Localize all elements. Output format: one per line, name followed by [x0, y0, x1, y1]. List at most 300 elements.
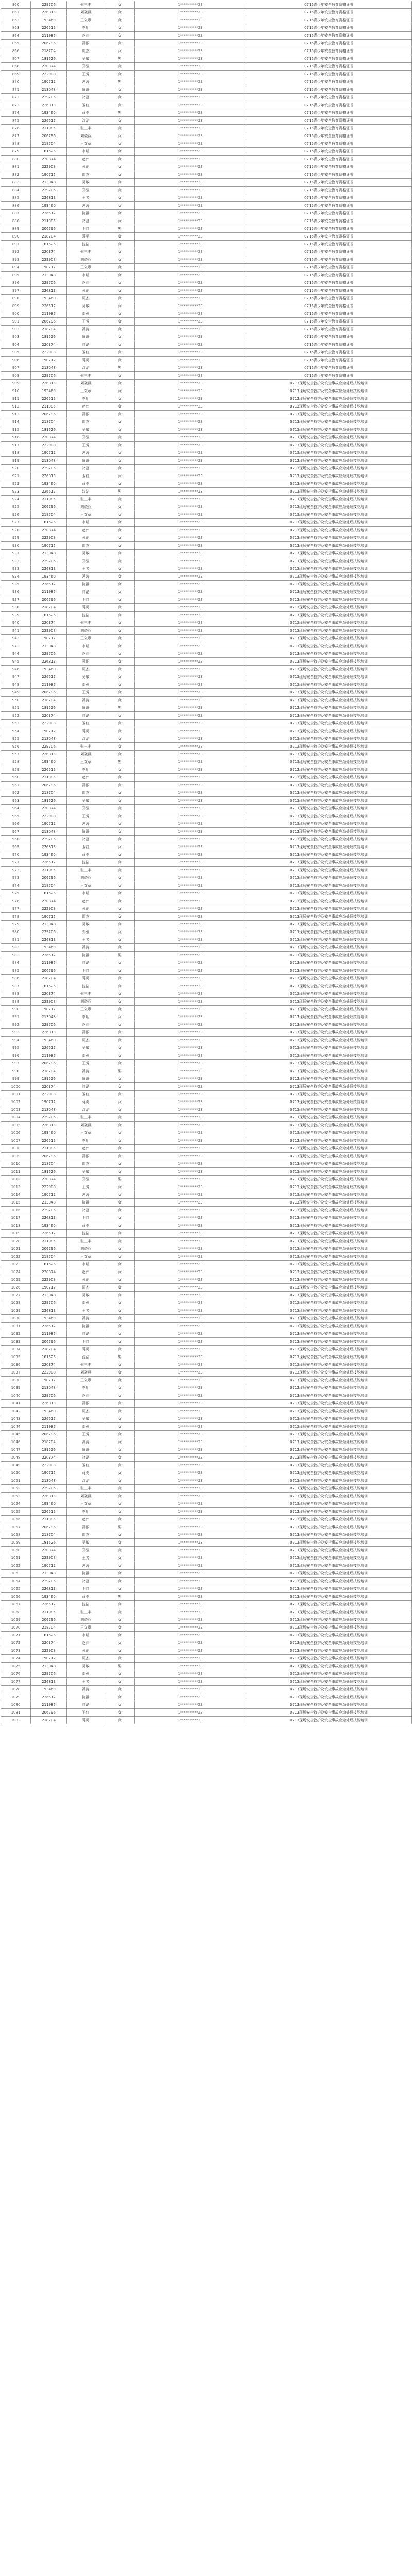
row-gender: 女 — [105, 1037, 135, 1044]
row-id: 226813 — [31, 1493, 67, 1500]
row-phone: 1**********23 — [135, 1207, 246, 1214]
table-row — [1, 326, 412, 333]
row-phone: 1**********23 — [135, 233, 246, 241]
row-gender: 男 — [105, 1523, 135, 1531]
row-id: 220374 — [31, 1639, 67, 1647]
table-row — [1, 1315, 412, 1323]
row-id: 220374 — [31, 1176, 67, 1183]
row-id: 229706 — [31, 1485, 67, 1493]
row-gender: 女 — [105, 874, 135, 882]
table-row — [1, 1686, 412, 1693]
row-id: 229706 — [31, 465, 67, 472]
row-name: 刘晓燕 — [67, 132, 105, 140]
row-gender: 女 — [105, 1647, 135, 1655]
row-name: 孙丽 — [67, 1523, 105, 1531]
row-number: 1006 — [1, 1129, 31, 1137]
row-name: 孙丽 — [67, 1647, 105, 1655]
row-gender: 男 — [105, 1593, 135, 1601]
row-id: 229706 — [31, 743, 67, 751]
row-name: 周杰 — [67, 789, 105, 797]
row-phone: 1**********23 — [135, 1145, 246, 1153]
row-project: 0713现场安全救护及安全事故应急处理技能培训 — [246, 557, 412, 565]
row-id: 220374 — [31, 1361, 67, 1369]
row-project: 0715青少年安全教育资格证书 — [246, 248, 412, 256]
row-id: 213048 — [31, 1292, 67, 1299]
row-number: 907 — [1, 364, 31, 372]
row-name: 沈洁 — [67, 982, 105, 990]
row-name: 吴敏 — [67, 1168, 105, 1176]
row-phone: 1**********23 — [135, 774, 246, 782]
row-phone: 1**********23 — [135, 1245, 246, 1253]
row-name: 沈洁 — [67, 364, 105, 372]
row-number: 1027 — [1, 1292, 31, 1299]
row-name: 褚磊 — [67, 94, 105, 101]
table-row — [1, 202, 412, 210]
row-name: 王芳 — [67, 565, 105, 573]
row-name: 陈静 — [67, 333, 105, 341]
row-name: 王文章 — [67, 511, 105, 519]
row-gender: 女 — [105, 472, 135, 480]
table-row — [1, 1021, 412, 1029]
row-project: 0715青少年安全教育资格证书 — [246, 302, 412, 310]
table-row — [1, 1098, 412, 1106]
row-id: 181526 — [31, 333, 67, 341]
row-project: 0713现场安全救护及安全事故应急处理技能培训 — [246, 959, 412, 967]
row-project: 0713现场安全救护及安全事故应急处理技能培训 — [246, 1508, 412, 1516]
row-gender: 女 — [105, 573, 135, 581]
row-project: 0715青少年安全教育资格证书 — [246, 1, 412, 9]
row-project: 0715青少年安全教育资格证书 — [246, 202, 412, 210]
row-gender: 女 — [105, 40, 135, 47]
row-project: 0713现场安全救护及安全事故应急处理技能培训 — [246, 1462, 412, 1469]
row-project: 0713现场安全救护及安全事故应急处理技能培训 — [246, 874, 412, 882]
row-id: 226813 — [31, 287, 67, 295]
row-id: 226512 — [31, 1601, 67, 1608]
table-row — [1, 55, 412, 63]
table-row — [1, 666, 412, 673]
row-number: 922 — [1, 480, 31, 488]
row-name: 褚磊 — [67, 588, 105, 596]
row-project: 0713现场安全救护及安全事故应急处理技能培训 — [246, 1067, 412, 1075]
row-phone: 1**********23 — [135, 372, 246, 380]
row-id: 218704 — [31, 233, 67, 241]
table-row — [1, 1346, 412, 1353]
row-project: 0715青少年安全教育资格证书 — [246, 163, 412, 171]
row-phone: 1**********23 — [135, 1021, 246, 1029]
row-phone: 1**********23 — [135, 751, 246, 758]
row-phone: 1**********23 — [135, 1307, 246, 1315]
row-phone: 1**********23 — [135, 449, 246, 457]
row-gender: 女 — [105, 727, 135, 735]
row-project: 0715青少年安全教育资格证书 — [246, 156, 412, 163]
row-phone: 1**********23 — [135, 1632, 246, 1639]
row-project: 0713现场安全救护及安全事故应急处理技能培训 — [246, 1075, 412, 1083]
row-number: 860 — [1, 1, 31, 9]
row-id: 218704 — [31, 1067, 67, 1075]
row-number: 992 — [1, 1021, 31, 1029]
row-phone: 1**********23 — [135, 1616, 246, 1624]
row-gender: 女 — [105, 1709, 135, 1717]
row-gender: 女 — [105, 1253, 135, 1261]
row-number: 1020 — [1, 1238, 31, 1245]
row-gender: 女 — [105, 1284, 135, 1292]
row-number: 1052 — [1, 1485, 31, 1493]
row-name: 赵伟 — [67, 156, 105, 163]
table-row — [1, 1044, 412, 1052]
row-project: 0713现场安全救护及安全事故应急处理技能培训 — [246, 434, 412, 442]
row-project: 0713现场安全救护及安全事故应急处理技能培训 — [246, 1493, 412, 1500]
row-number: 890 — [1, 233, 31, 241]
row-gender: 女 — [105, 465, 135, 472]
row-id: 226813 — [31, 101, 67, 109]
row-name: 褚磊 — [67, 959, 105, 967]
table-row — [1, 357, 412, 364]
row-name: 卫红 — [67, 596, 105, 604]
table-row — [1, 1570, 412, 1578]
row-gender: 女 — [105, 1485, 135, 1493]
table-row — [1, 349, 412, 357]
table-row — [1, 1160, 412, 1168]
row-phone: 1**********23 — [135, 1199, 246, 1207]
row-id: 190712 — [31, 1284, 67, 1292]
row-number: 1021 — [1, 1245, 31, 1253]
row-name: 卫红 — [67, 349, 105, 357]
row-id: 222908 — [31, 163, 67, 171]
row-number: 990 — [1, 1006, 31, 1013]
row-number: 1003 — [1, 1106, 31, 1114]
row-id: 213048 — [31, 1199, 67, 1207]
row-gender: 女 — [105, 210, 135, 217]
table-row — [1, 1415, 412, 1423]
table-row — [1, 395, 412, 403]
row-gender: 女 — [105, 859, 135, 867]
row-gender: 女 — [105, 975, 135, 982]
row-name: 沈洁 — [67, 1601, 105, 1608]
row-id: 220374 — [31, 1547, 67, 1554]
table-row — [1, 1438, 412, 1446]
row-name: 陈静 — [67, 210, 105, 217]
row-name: 李明 — [67, 24, 105, 32]
row-gender: 男 — [105, 1663, 135, 1670]
row-project: 0713现场安全救护及安全事故应急处理技能培训 — [246, 1608, 412, 1616]
row-phone: 1**********23 — [135, 1438, 246, 1446]
row-phone: 1**********23 — [135, 720, 246, 727]
table-row — [1, 1601, 412, 1608]
row-project: 0713现场安全救护及安全事故应急处理技能培训 — [246, 519, 412, 527]
row-project: 0713现场安全救护及安全事故应急处理技能培训 — [246, 1122, 412, 1129]
row-gender: 女 — [105, 1, 135, 9]
row-number: 897 — [1, 287, 31, 295]
row-project: 0713现场安全救护及安全事故应急处理技能培训 — [246, 836, 412, 843]
table-row — [1, 1176, 412, 1183]
row-phone: 1**********23 — [135, 619, 246, 627]
row-phone: 1**********23 — [135, 928, 246, 936]
row-number: 1028 — [1, 1299, 31, 1307]
row-name: 张三丰 — [67, 867, 105, 874]
row-id: 190712 — [31, 1191, 67, 1199]
table-row — [1, 310, 412, 318]
row-name: 吴敏 — [67, 1663, 105, 1670]
row-id: 218704 — [31, 1717, 67, 1724]
row-gender: 女 — [105, 936, 135, 944]
row-gender: 女 — [105, 1323, 135, 1330]
row-number: 1038 — [1, 1377, 31, 1384]
row-phone: 1**********23 — [135, 1663, 246, 1670]
row-gender: 女 — [105, 1601, 135, 1608]
row-id: 193460 — [31, 387, 67, 395]
table-row — [1, 1245, 412, 1253]
row-phone: 1**********23 — [135, 990, 246, 998]
row-number: 877 — [1, 132, 31, 140]
row-gender: 女 — [105, 503, 135, 511]
row-gender: 女 — [105, 782, 135, 789]
row-id: 213048 — [31, 828, 67, 836]
row-id: 213048 — [31, 735, 67, 743]
row-id: 190712 — [31, 171, 67, 179]
row-name: 蒋勇 — [67, 1346, 105, 1353]
row-phone: 1**********23 — [135, 202, 246, 210]
row-gender: 女 — [105, 341, 135, 349]
row-name: 褚磊 — [67, 1330, 105, 1338]
row-project: 0713现场安全救护及安全事故应急处理技能培训 — [246, 1183, 412, 1191]
row-name: 冯涛 — [67, 1686, 105, 1693]
row-name: 陈静 — [67, 86, 105, 94]
row-id: 211985 — [31, 1423, 67, 1431]
row-id: 190712 — [31, 78, 67, 86]
row-project: 0713现场安全救护及安全事故应急处理技能培训 — [246, 1585, 412, 1593]
row-gender: 女 — [105, 1585, 135, 1593]
row-number: 1035 — [1, 1353, 31, 1361]
row-name: 沈洁 — [67, 859, 105, 867]
row-project: 0713现场安全救护及安全事故应急处理技能培训 — [246, 542, 412, 550]
row-number: 1029 — [1, 1307, 31, 1315]
row-project: 0713现场安全救护及安全事故应急处理技能培训 — [246, 411, 412, 418]
row-id: 222908 — [31, 998, 67, 1006]
row-phone: 1**********23 — [135, 1493, 246, 1500]
row-number: 962 — [1, 789, 31, 797]
row-gender: 女 — [105, 264, 135, 272]
row-name: 沈洁 — [67, 488, 105, 496]
row-name: 刘晓燕 — [67, 1369, 105, 1377]
row-name: 刘晓燕 — [67, 1616, 105, 1624]
row-project: 0713现场安全救护及安全事故应急处理技能培训 — [246, 534, 412, 542]
table-row — [1, 1593, 412, 1601]
row-id: 193460 — [31, 1129, 67, 1137]
row-name: 冯涛 — [67, 1438, 105, 1446]
row-phone: 1**********23 — [135, 1369, 246, 1377]
table-row — [1, 751, 412, 758]
row-phone: 1**********23 — [135, 820, 246, 828]
row-id: 226813 — [31, 1214, 67, 1222]
row-project: 0713现场安全救护及安全事故应急处理技能培训 — [246, 704, 412, 712]
row-name: 王芳 — [67, 1183, 105, 1191]
row-id: 211985 — [31, 403, 67, 411]
row-phone: 1**********23 — [135, 1500, 246, 1508]
row-phone: 1**********23 — [135, 1284, 246, 1292]
row-phone: 1**********23 — [135, 395, 246, 403]
row-id: 222908 — [31, 720, 67, 727]
row-name: 赵伟 — [67, 1392, 105, 1400]
row-id: 218704 — [31, 789, 67, 797]
row-name: 褚磊 — [67, 341, 105, 349]
row-id: 226512 — [31, 1044, 67, 1052]
table-row — [1, 472, 412, 480]
row-gender: 男 — [105, 225, 135, 233]
table-row — [1, 302, 412, 310]
row-name: 沈洁 — [67, 612, 105, 619]
table-row — [1, 1207, 412, 1214]
table-row — [1, 1562, 412, 1570]
row-number: 968 — [1, 836, 31, 843]
row-number: 884 — [1, 187, 31, 194]
row-number: 909 — [1, 380, 31, 387]
row-number: 1025 — [1, 1276, 31, 1284]
row-gender: 女 — [105, 1307, 135, 1315]
table-row — [1, 1717, 412, 1724]
row-phone: 1**********23 — [135, 1060, 246, 1067]
row-id: 181526 — [31, 426, 67, 434]
row-id: 226512 — [31, 117, 67, 125]
row-project: 0715青少年安全教育资格证书 — [246, 210, 412, 217]
row-name: 蒋勇 — [67, 233, 105, 241]
row-number: 1063 — [1, 1570, 31, 1578]
row-name: 王文章 — [67, 635, 105, 642]
row-phone: 1**********23 — [135, 1717, 246, 1724]
table-row — [1, 697, 412, 704]
table-row — [1, 867, 412, 874]
row-name: 沈洁 — [67, 1106, 105, 1114]
row-number: 924 — [1, 496, 31, 503]
table-row — [1, 163, 412, 171]
row-id: 213048 — [31, 364, 67, 372]
row-gender: 女 — [105, 944, 135, 952]
row-gender: 男 — [105, 1176, 135, 1183]
row-number: 967 — [1, 828, 31, 836]
row-project: 0713现场安全救护及安全事故应急处理技能培训 — [246, 828, 412, 836]
row-project: 0713现场安全救护及安全事故应急处理技能培训 — [246, 1670, 412, 1678]
row-gender: 女 — [105, 527, 135, 534]
row-gender: 女 — [105, 565, 135, 573]
row-name: 李明 — [67, 1632, 105, 1639]
table-row — [1, 681, 412, 689]
table-row — [1, 1006, 412, 1013]
row-id: 229706 — [31, 557, 67, 565]
row-gender: 女 — [105, 496, 135, 503]
row-id: 218704 — [31, 1624, 67, 1632]
row-id: 226512 — [31, 488, 67, 496]
table-row — [1, 1214, 412, 1222]
row-phone: 1**********23 — [135, 1067, 246, 1075]
row-id: 181526 — [31, 1168, 67, 1176]
row-name: 张三丰 — [67, 1, 105, 9]
table-row — [1, 1323, 412, 1330]
row-id: 222908 — [31, 1276, 67, 1284]
table-row — [1, 179, 412, 187]
table-row — [1, 1663, 412, 1670]
row-id: 206796 — [31, 1709, 67, 1717]
row-name: 孙丽 — [67, 40, 105, 47]
row-id: 206796 — [31, 874, 67, 882]
row-name: 郑强 — [67, 187, 105, 194]
table-row — [1, 1230, 412, 1238]
row-number: 981 — [1, 936, 31, 944]
row-name: 冯涛 — [67, 78, 105, 86]
row-id: 193460 — [31, 1037, 67, 1044]
table-row — [1, 117, 412, 125]
row-gender: 男 — [105, 109, 135, 117]
table-row — [1, 928, 412, 936]
table-row — [1, 1052, 412, 1060]
table-row — [1, 465, 412, 472]
row-name: 王芳 — [67, 318, 105, 326]
table-row — [1, 1, 412, 9]
row-number: 1032 — [1, 1330, 31, 1338]
row-id: 211985 — [31, 1330, 67, 1338]
row-gender: 女 — [105, 148, 135, 156]
row-number: 913 — [1, 411, 31, 418]
row-name: 卫红 — [67, 843, 105, 851]
row-project: 0713现场安全救护及安全事故应急处理技能培训 — [246, 418, 412, 426]
row-project: 0713现场安全救护及安全事故应急处理技能培训 — [246, 1176, 412, 1183]
row-gender: 女 — [105, 990, 135, 998]
row-gender: 女 — [105, 635, 135, 642]
table-row — [1, 1578, 412, 1585]
table-row — [1, 86, 412, 94]
row-project: 0713现场安全救护及安全事故应急处理技能培训 — [246, 650, 412, 658]
row-gender: 女 — [105, 959, 135, 967]
row-name: 卫红 — [67, 472, 105, 480]
row-gender: 女 — [105, 1624, 135, 1632]
row-number: 1041 — [1, 1400, 31, 1408]
row-number: 926 — [1, 511, 31, 519]
row-project: 0715青少年安全教育资格证书 — [246, 9, 412, 16]
row-name: 赵伟 — [67, 279, 105, 287]
row-phone: 1**********23 — [135, 9, 246, 16]
row-phone: 1**********23 — [135, 272, 246, 279]
row-number: 983 — [1, 952, 31, 959]
row-gender: 女 — [105, 1292, 135, 1299]
row-gender: 女 — [105, 735, 135, 743]
row-name: 陈静 — [67, 581, 105, 588]
row-id: 181526 — [31, 704, 67, 712]
row-number: 1081 — [1, 1709, 31, 1717]
row-project: 0713现场安全救护及安全事故应急处理技能培训 — [246, 1717, 412, 1724]
table-row — [1, 550, 412, 557]
row-number: 1036 — [1, 1361, 31, 1369]
row-phone: 1**********23 — [135, 1469, 246, 1477]
row-id: 229706 — [31, 1299, 67, 1307]
row-phone: 1**********23 — [135, 1415, 246, 1423]
row-name: 吴敏 — [67, 673, 105, 681]
row-name: 王文章 — [67, 758, 105, 766]
row-id: 220374 — [31, 712, 67, 720]
row-project: 0713现场安全救护及安全事故应急处理技能培训 — [246, 1400, 412, 1408]
row-id: 206796 — [31, 318, 67, 326]
row-project: 0713现场安全救护及安全事故应急处理技能培训 — [246, 1431, 412, 1438]
row-number: 923 — [1, 488, 31, 496]
row-name: 陈静 — [67, 1199, 105, 1207]
row-name: 沈洁 — [67, 117, 105, 125]
row-phone: 1**********23 — [135, 179, 246, 187]
row-phone: 1**********23 — [135, 766, 246, 774]
row-project: 0713现场安全救护及安全事故应急处理技能培训 — [246, 1106, 412, 1114]
table-row — [1, 264, 412, 272]
row-phone: 1**********23 — [135, 109, 246, 117]
row-phone: 1**********23 — [135, 217, 246, 225]
table-row — [1, 557, 412, 565]
table-row — [1, 859, 412, 867]
row-phone: 1**********23 — [135, 843, 246, 851]
